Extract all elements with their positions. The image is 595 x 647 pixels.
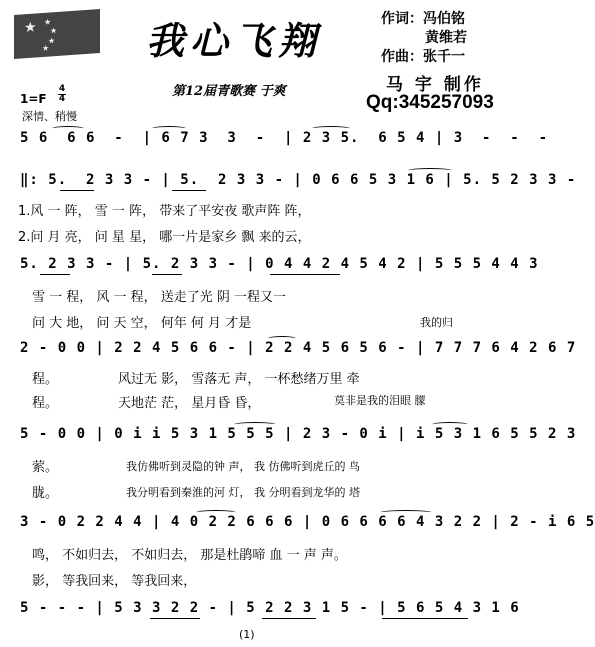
notation-row	[0, 514, 595, 536]
lyrics-verse-1-start: 萦。	[32, 460, 59, 475]
star-icon: ★	[50, 25, 58, 36]
notation-row	[0, 340, 577, 362]
lyrics-verse-2: 问 大 地， 问 天 空， 何年 何 月 才是	[32, 316, 252, 331]
tie-mark	[408, 168, 452, 173]
jianpu-notes: 5 - 0 0 | 0 i i 5 3 1 5 5 5 | 2 3 - 0 i | i 5 3 1 6 5 5 2 3	[20, 426, 577, 442]
lyrics-verse-1: 鸣， 不如归去， 不如归去， 那是杜鹃啼 血 一 声 声。	[32, 548, 347, 563]
lyrics-verse-1: 我仿佛听到灵隐的钟 声， 我 仿佛听到虎丘的 鸟	[126, 460, 360, 473]
beam-line	[40, 274, 70, 275]
star-icon: ★	[42, 43, 50, 54]
jianpu-notes: 5. 2 3 3 - | 5. 2 3 3 - | 0 4 4 2 4 5 4 2 | 5 5 5 4 4 3	[20, 256, 539, 272]
lyrics-verse-2-end: 莫非是我的泪眼 朦	[334, 394, 426, 407]
beam-line	[60, 190, 94, 191]
contact-qq: Qq:345257093	[366, 92, 494, 113]
lyricist-credit-2: 黄维若	[425, 30, 467, 46]
lyrics-verse-2-end: 我的归	[420, 316, 453, 329]
star-icon: ★	[48, 36, 56, 46]
beam-line	[150, 618, 200, 619]
beam-line	[172, 190, 206, 191]
lyrics-verse-2: 我分明看到秦淮的河 灯， 我 分明看到龙华的 塔	[126, 486, 360, 499]
jianpu-notes: ‖: 5. 2 3 3 - | 5. 2 3 3 - | 0 6 6 5 3 1 6 | 5. 5 2 3 3 -	[20, 172, 577, 188]
tie-mark	[152, 126, 186, 131]
lyrics-verse-1: 雪 一 程， 风 一 程， 送走了光 阴 一程又一	[32, 290, 287, 305]
lyrics-verse-2: 天地茫 茫， 星月昏 昏，	[118, 396, 261, 411]
maker-credit: 马 宇 制作	[386, 75, 484, 95]
performance-note: 第12届青歌赛 于爽	[172, 84, 286, 99]
tie-mark	[432, 422, 468, 427]
flag-icon	[14, 9, 100, 59]
tie-mark	[268, 336, 296, 341]
composer-credit: 作曲：张千一	[381, 49, 465, 65]
jianpu-notes: 5 - - - | 5 3 3 2 2 - | 5 2 2 3 1 5 - | 5 6 5 4 3 1 6	[20, 600, 520, 616]
lyrics-verse-2: 2.问 月 亮， 问 星 星， 哪一片是家乡 飘 来的云，	[18, 230, 311, 245]
jianpu-notes: 5 6 6 6 - | 6 7 3 3 - | 2 3 5. 6 5 4 | 3 - - -	[20, 130, 549, 146]
time-signature: 4 4	[58, 84, 66, 104]
star-icon: ★	[24, 19, 37, 37]
lyrics-verse-1: 1.风 一 阵， 雪 一 阵， 带来了平安夜 歌声阵 阵，	[18, 204, 311, 219]
tie-mark	[380, 510, 432, 515]
tie-mark	[52, 126, 84, 131]
star-icon: ★	[44, 17, 52, 27]
beam-line	[152, 274, 182, 275]
lyricist-credit: 作词：冯伯铭	[381, 11, 465, 27]
lyrics-verse-1-start: 程。	[32, 372, 59, 387]
song-title: 我心飞翔	[146, 18, 323, 63]
tie-mark	[312, 126, 350, 131]
tie-mark	[196, 510, 236, 515]
beam-line	[262, 618, 316, 619]
key-signature: 1=F	[20, 92, 47, 106]
lyrics-verse-1: 风过无 影， 雪落无 声， 一杯愁绪万里 牵	[118, 372, 360, 387]
notation-row	[0, 130, 549, 152]
beam-line	[270, 274, 340, 275]
lyrics-verse-2: 影， 等我回来， 等我回来，	[32, 574, 197, 589]
jianpu-notes: 2 - 0 0 | 2 2 4 5 6 6 - | 2 2 4 5 6 5 6 - | 7 7 7 6 4 2 6 7	[20, 340, 577, 356]
tie-mark	[234, 422, 276, 427]
page-number: (1)	[239, 628, 255, 641]
tempo-marking: 深情、稍慢	[22, 110, 77, 123]
lyrics-verse-2-start: 程。	[32, 396, 59, 411]
jianpu-notes: 3 - 0 2 2 4 4 | 4 0 2 2 6 6 6 | 0 6 6 6 6 4 3 2 2 | 2 - i 6 5	[20, 514, 595, 530]
beam-line	[382, 618, 468, 619]
notation-row	[0, 256, 539, 278]
lyrics-verse-2-start: 胧。	[32, 486, 59, 501]
notation-row	[0, 426, 577, 448]
